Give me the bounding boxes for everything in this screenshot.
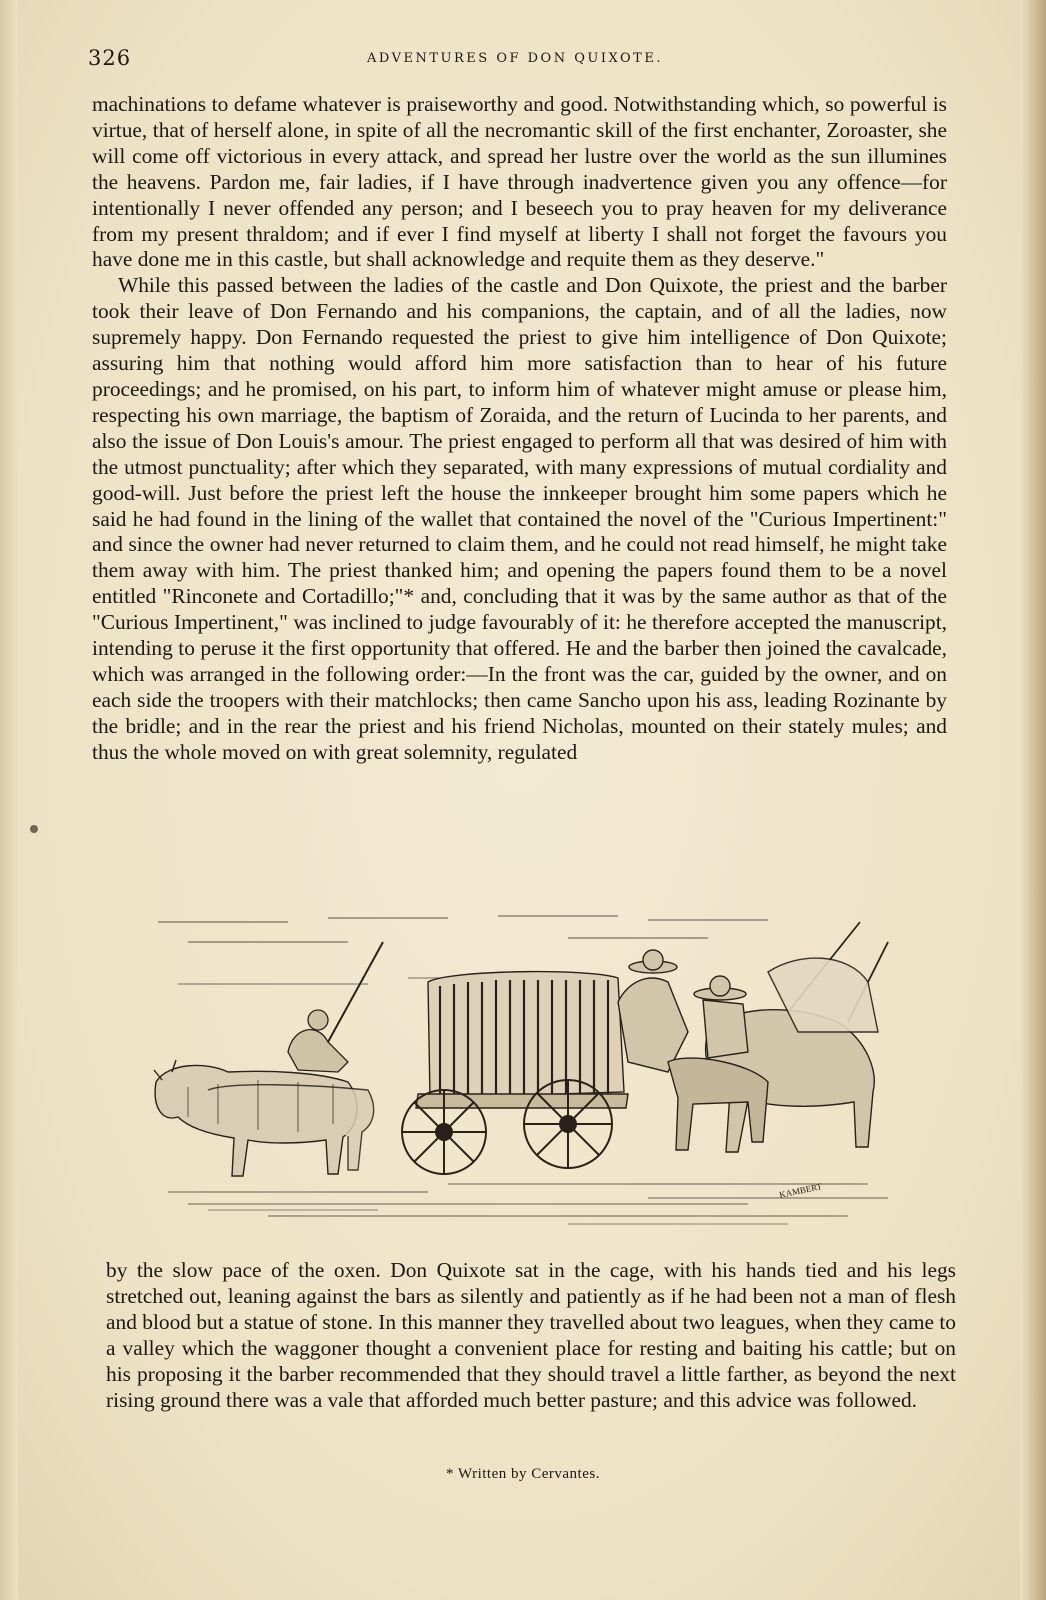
paragraph-1: machinations to defame whatever is praiseworthy and good. Notwithstanding which, so powerful is virtue, that of herself alone, in spite of all the necromantic skill of the first enchanter, Zoroaster, she will come off victorious in every attack, and spread her lustre over the world as the sun illumines the heavens. Pardon me, fair ladies, if I have through inadvertence given you any offence—for intentionally I never offended any person; and I beseech you to pray heaven for my deliverance from my present thraldom; and if ever I find myself at liberty I shall not forget the favours you have done me in this castle, but shall acknowledge and requite them as they deserve." [92,92,947,272]
page-edge-shadow [1020,0,1046,1600]
body-text-top [92,92,947,766]
book-spine-shadow [0,0,18,1600]
paragraph-2: While this passed between the ladies of the castle and Don Quixote, the priest and the barber took their leave of Don Fernando and his companions, the captain, and of all the ladies, now supremely happy. Don Fernando requested the priest to give him intelligence of Don Quixote; assuring him that nothing would afford him more satisfaction than to hear of his future proceedings; and he promised, on his part, to inform him of whatever might amuse or please him, respecting his own marriage, the baptism of Zoraida, and the return of Lucinda to her parents, and also the issue of Don Louis's amour. The priest engaged to perform all that was desired of him with the utmost punctuality; after which they separated, with many expressions of mutual cordiality and good-will. Just before the priest left the house the innkeeper brought him some papers which he said he had found in the lining of the wallet that contained the novel of the "Curious Impertinent:" and since the owner had never returned to claim them, and he could not read himself, he might take them away with him. The priest thanked him; and opening the papers found them to be a novel entitled "Rinconete and Cortadillo;"* and, concluding that it was by the same author as that of the "Curious Impertinent," was inclined to judge favourably of it: he therefore accepted the manuscript, intending to peruse it the first opportunity that offered. He and the barber then joined the cavalcade, which was arranged in the following order:—In the front was the car, guided by the owner, and on each side the troopers with their matchlocks; then came Sancho upon his ass, leading Rozinante by the bridle; and in the rear the priest and his friend Nicholas, mounted on their stately mules; and thus the whole moved on with great solemnity, regulated [92,273,947,764]
margin-dot [30,825,38,833]
footnote: * Written by Cervantes. [446,1466,600,1482]
ox-driver [288,942,383,1072]
oxen [154,1060,374,1176]
paragraph-3: by the slow pace of the oxen. Don Quixote sat in the cage, with his hands tied and his legs stretched out, leaning against the bars as silently and patiently as if he had been not a man of flesh and blood but a statue of stone. In this manner they travelled about two leagues, when they came to a valley which the waggoner thought a convenient place for resting and baiting his cattle; but on his proposing it the barber recommended that they should travel a little farther, as beyond the next rising ground there was a vale that afforded much better pasture; and this advice was followed. [106,1258,956,1412]
riders [618,922,888,1152]
engraving-image [148,912,900,1234]
page-number: 326 [88,46,132,70]
cage-cart [416,972,628,1108]
cart-engraving [148,912,900,1234]
engraver-signature: KAMBERT [778,1181,823,1200]
page-header [80,46,950,74]
running-title: ADVENTURES OF DON QUIXOTE. [367,51,663,66]
body-text-bottom [106,1258,956,1413]
